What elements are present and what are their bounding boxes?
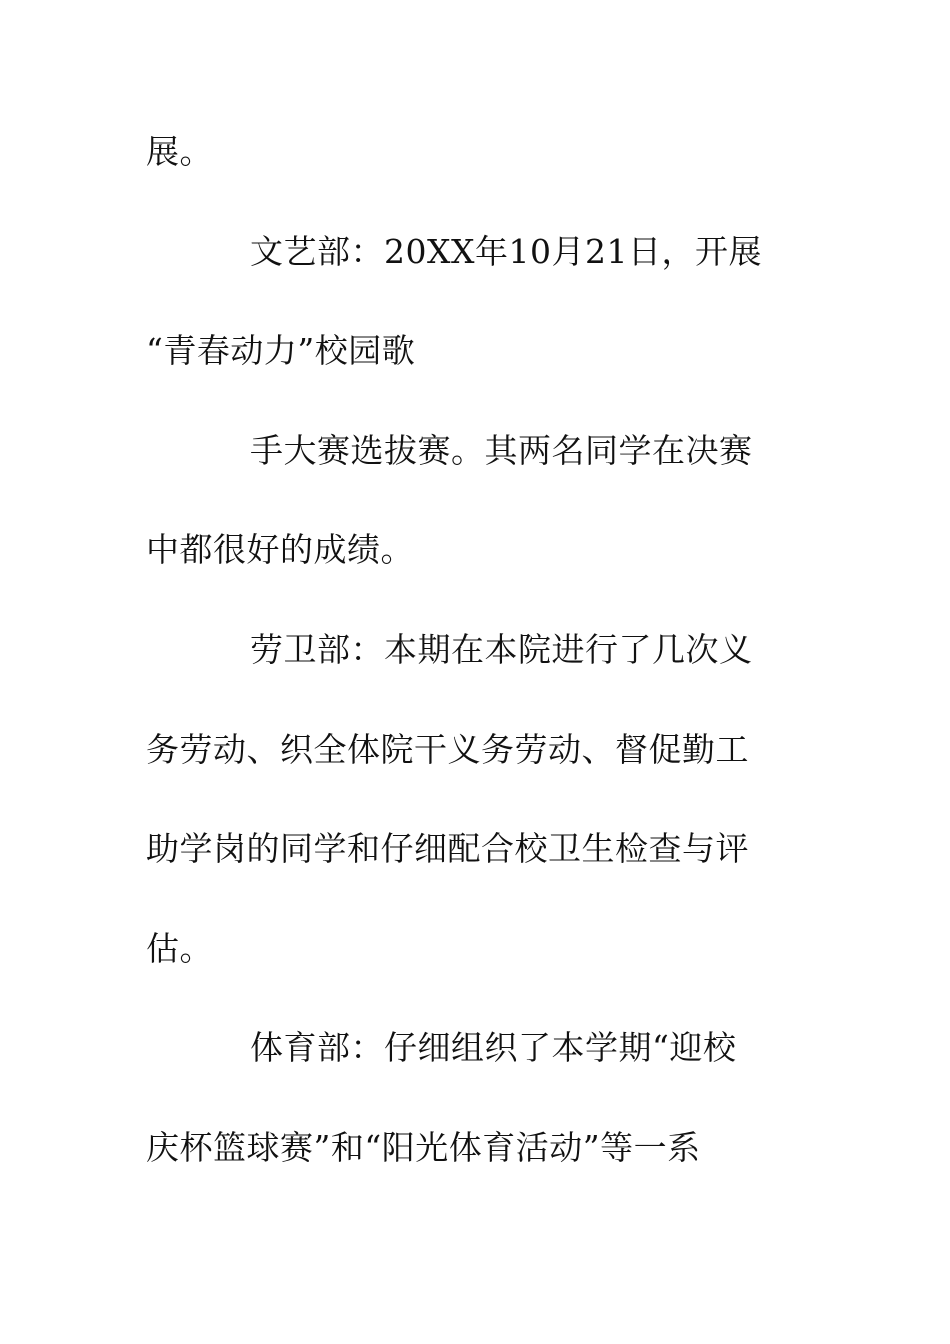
- paragraph-line-7: 务劳动、织全体院干义务劳动、督促勤工: [146, 730, 749, 769]
- paragraph-line-2: 文艺部：20XX年10月21日，开展: [250, 232, 762, 271]
- paragraph-line-8: 助学岗的同学和仔细配合校卫生检查与评: [146, 829, 749, 868]
- paragraph-line-5: 中都很好的成绩。: [146, 530, 414, 569]
- paragraph-line-10: 体育部：仔细组织了本学期“迎校: [250, 1028, 737, 1067]
- paragraph-line-6: 劳卫部：本期在本院进行了几次义: [250, 630, 753, 669]
- paragraph-line-3: “青春动力”校园歌: [146, 331, 416, 370]
- paragraph-line-11: 庆杯篮球赛”和“阳光体育活动”等一系: [146, 1128, 701, 1167]
- paragraph-line-9: 估。: [146, 929, 213, 968]
- paragraph-line-4: 手大赛选拔赛。其两名同学在决赛: [250, 431, 753, 470]
- paragraph-line-1: 展。: [146, 132, 213, 171]
